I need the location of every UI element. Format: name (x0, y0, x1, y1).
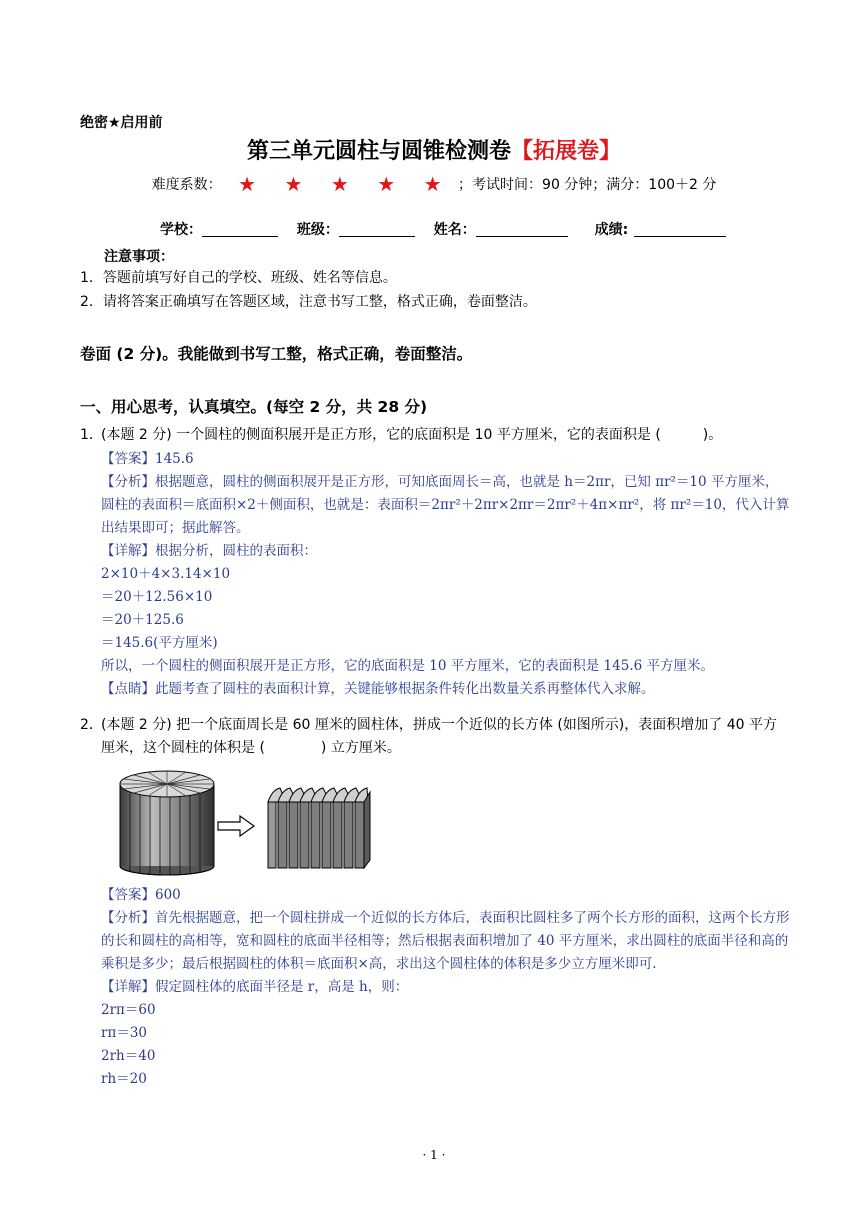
cuboid-shape (268, 788, 370, 868)
star-icon: ★ (238, 172, 257, 196)
class-blank[interactable] (339, 222, 415, 237)
title-main: 第三单元圆柱与圆锥检测卷 (246, 139, 511, 164)
detail-line: ＝20＋12.56×10 (101, 589, 213, 605)
title-tag: 【拓展卷】 (511, 139, 622, 164)
detail-line: ＝20＋125.6 (101, 612, 184, 628)
difficulty-label: 难度系数： (151, 177, 222, 193)
question-number: 1． (80, 427, 103, 443)
page-title (0, 134, 868, 165)
detail-line: 【详解】假定圆柱体的底面半径是 r，高是 h，则： (101, 979, 409, 995)
exam-meta (0, 172, 868, 196)
school-label: 学校： (160, 222, 202, 238)
neatness-section: 卷面 (2 分)。我能做到书写工整，格式正确，卷面整洁。 (80, 345, 473, 363)
section-heading-fill-blanks: 一、用心思考，认真填空。(每空 2 分，共 28 分) (80, 398, 428, 416)
notice-heading: 注意事项： (104, 249, 174, 265)
detail-line: 所以，一个圆柱的侧面积展开是正方形，它的底面积是 10 平方厘米，它的表面积是 145.6 平方厘米。 (101, 658, 714, 674)
score-blank[interactable] (634, 222, 726, 237)
question-text: (本题 2 分) 一个圆柱的侧面积展开是正方形，它的底面积是 10 平方厘米，它的表面积是 ( )。 (101, 427, 723, 443)
star-icon: ★ (330, 172, 349, 196)
detail-line: ＝145.6(平方厘米) (101, 635, 218, 651)
comment: 【点睛】此题考查了圆柱的表面积计算，关键能够根据条件转化出数量关系再整体代入求解。 (101, 681, 655, 697)
arrow-right-icon (218, 816, 254, 836)
star-icon: ★ (284, 172, 303, 196)
question-1 (80, 424, 790, 447)
notice-item: 2．请将答案正确填写在答题区域，注意书写工整，格式正确，卷面整洁。 (80, 294, 537, 310)
detail-line: rπ＝30 (101, 1025, 148, 1041)
name-label: 姓名： (433, 222, 476, 238)
detail-line: 2×10＋4×3.14×10 (101, 566, 231, 582)
cylinder-shape (120, 771, 214, 875)
star-icon: ★ (377, 172, 396, 196)
cylinder-to-cuboid-figure (108, 766, 398, 876)
detail-line: 【详解】根据分析，圆柱的表面积： (101, 543, 317, 559)
answer: 【答案】145.6 (101, 451, 194, 467)
question-2 (80, 714, 790, 760)
class-label: 班级： (296, 222, 339, 238)
student-info-row (160, 219, 740, 239)
notice-item: 1．答题前填写好自己的学校、班级、姓名等信息。 (80, 270, 397, 286)
page-number: · 1 · (422, 1148, 446, 1162)
score-label: 成绩: (594, 222, 629, 238)
exam-time-score: ；考试时间：90 分钟；满分：100＋2 分 (458, 177, 717, 193)
question-number: 2． (80, 717, 103, 733)
star-icon: ★ (423, 172, 442, 196)
answer: 【答案】600 (101, 887, 181, 903)
question-2-solution (101, 884, 791, 1091)
detail-line: 2rπ＝60 (101, 1002, 156, 1018)
school-blank[interactable] (202, 222, 278, 237)
analysis: 【分析】首先根据题意，把一个圆柱拼成一个近似的长方体后，表面积比圆柱多了两个长方形的面积，这两个长方形的长和圆柱的高相等，宽和圆柱的底面半径相等；然后根据表面积增加了 40 平方厘米，求出圆柱的底面半径和高的乘积是多少；最后根据圆柱的体积＝底面积×高，求出这个圆柱体的体积是多少立方厘米即可. (101, 910, 790, 972)
confidential-label: 绝密★启用前 (80, 115, 163, 131)
question-text: (本题 2 分) 把一个底面周长是 60 厘米的圆柱体，拼成一个近似的长方体 (如图所示)，表面积增加了 40 平方厘米，这个圆柱的体积是 ( ) 立方厘米。 (101, 717, 777, 756)
analysis: 【分析】根据题意，圆柱的侧面积展开是正方形，可知底面周长＝高，也就是 h＝2πr，已知 πr²＝10 平方厘米，圆柱的表面积＝底面积×2＋侧面积，也就是：表面积＝2πr²＋2πr×2πr＝2πr²＋4π×πr²，将 πr²＝10，代入计算出结果即可；据此解答。 (101, 474, 790, 536)
name-blank[interactable] (476, 222, 568, 237)
detail-line: rh＝20 (101, 1071, 147, 1087)
question-1-solution (101, 448, 791, 701)
detail-line: 2rh＝40 (101, 1048, 156, 1064)
